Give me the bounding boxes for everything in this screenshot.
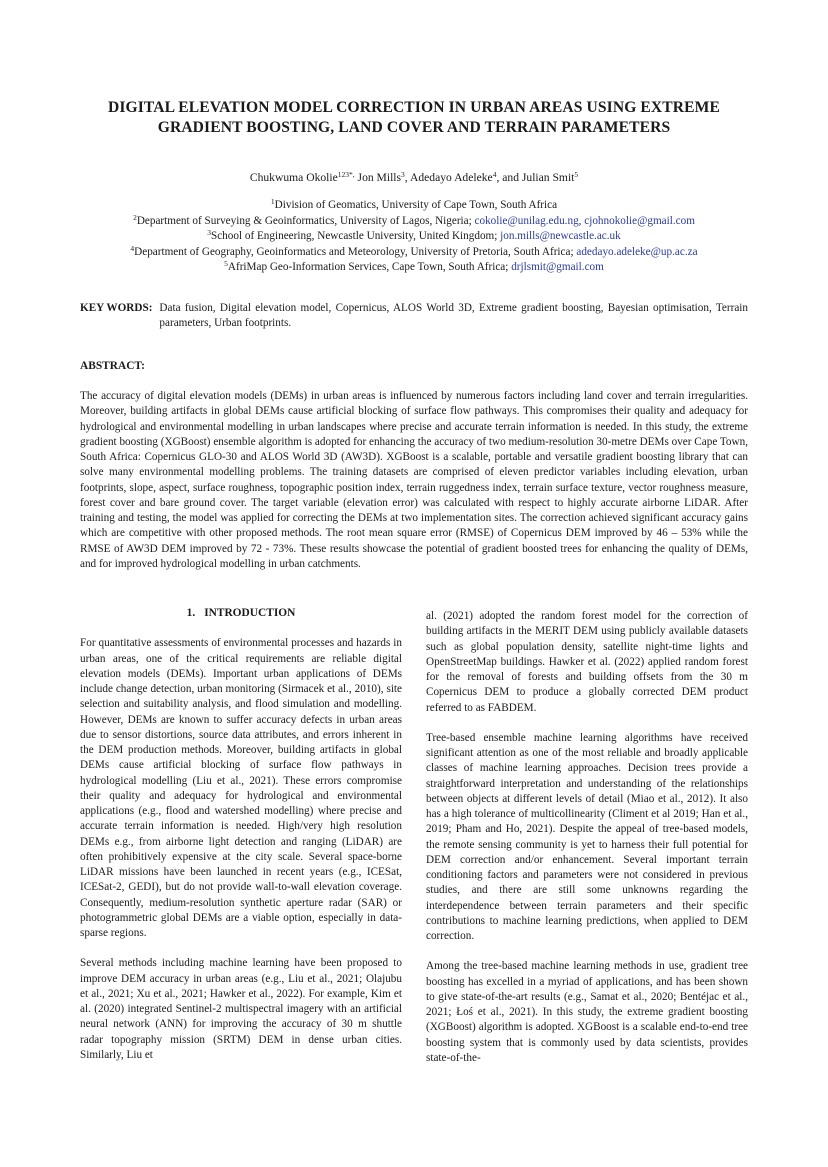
affiliation-text: AfriMap Geo-Information Services, Cape Town, South Africa; — [227, 261, 512, 274]
paragraph: Several methods including machine learning have been proposed to improve DEM accuracy in urban areas (e.g., Liu et al., 2021; Olajubu et al., 2021; Xu et al., 2021; Hawker et al., 2022). For example, Kim et al. (2020) integrated Sentinel-2 multispectral imagery with an artificial neural network (ANN) for improving the accuracy of 30 m shuttle radar topography mission (SRTM) DEM in dense urban cities. Similarly, Liu et — [80, 957, 402, 1061]
author-affil-sup: 123*, — [337, 170, 355, 179]
abstract — [80, 389, 748, 572]
affiliations — [80, 198, 748, 276]
author-affil-sup: 4 — [492, 170, 497, 179]
author-list — [80, 170, 748, 185]
email-link[interactable]: cokolie@unilag.edu.ng, cjohnokolie@gmail.com — [474, 214, 695, 227]
author-affil-sup: 5 — [574, 170, 579, 179]
affiliation-text: School of Engineering, Newcastle University, United Kingdom; — [210, 230, 501, 243]
section-title: INTRODUCTION — [204, 607, 296, 619]
affiliation-text: Department of Geography, Geoinformatics and Meteorology, University of Pretoria, South Africa; — [134, 245, 577, 258]
email-link[interactable]: jon.mills@newcastle.ac.uk — [500, 230, 621, 243]
affiliation-text: Division of Geomatics, University of Cape Town, South Africa — [274, 199, 558, 211]
paper-title — [80, 98, 748, 138]
right-column — [426, 609, 748, 1081]
affiliation-line — [80, 198, 748, 214]
affiliation-line — [80, 229, 748, 245]
affiliation-text: Department of Surveying & Geoinformatics, University of Lagos, Nigeria; — [136, 214, 475, 227]
affiliation-line — [80, 214, 748, 230]
abstract-text: The accuracy of digital elevation models (DEMs) in urban areas is influenced by numerous factors including land cover and terrain irregularities. Moreover, building artifacts in global DEMs cause artificial blocking of surface flow pathways. This compromises their quality and adequacy for hydrological and environmental modelling in urban landscapes where precise and accurate terrain information is needed. In this study, the extreme gradient boosting (XGBoost) ensemble algorithm is adopted for enhancing the accuracy of two medium-resolution 30-metre DEMs over Cape Town, South Africa: Copernicus GLO-30 and ALOS World 3D (AW3D). XGBoost is a scalable, portable and versatile gradient boosting library that can solve many environmental modelling problems. The training datasets are comprised of eleven predictor variables including elevation, urban footprints, slope, aspect, surface roughness, topographic position index, terrain ruggedness index, terrain surface texture, vector roughness measure, forest cover and bare ground cover. The target variable (elevation error) was calculated with respect to highly accurate airborne LiDAR. After training and testing, the model was applied for correcting the DEMs at two implementation sites. The correction achieved significant accuracy gains which are competitive with other proposed methods. The root mean square error (RMSE) of Copernicus DEM improved by 46 – 53% while the RMSE of AW3D DEM improved by 72 - 73%. These results showcase the potential of gradient boosted trees for enhancing the quality of DEMs, and for improved hydrological modelling in urban catchments. — [80, 390, 748, 570]
email-link[interactable]: adedayo.adeleke@up.ac.za — [576, 245, 698, 258]
author-name: , and Julian Smit — [496, 171, 575, 184]
title-line: DIGITAL ELEVATION MODEL CORRECTION IN URBAN AREAS USING EXTREME — [108, 99, 720, 116]
author-name: Chukwuma Okolie — [249, 171, 338, 184]
keywords — [80, 301, 748, 332]
affiliation-sup: 1 — [270, 197, 275, 206]
author-affil-sup: 3 — [401, 170, 405, 179]
affiliation-line — [80, 260, 748, 276]
affiliation-sup: 2 — [133, 212, 137, 222]
email-link[interactable]: drjlsmit@gmail.com — [511, 261, 604, 274]
section-heading — [80, 606, 402, 621]
paragraph: Tree-based ensemble machine learning algorithms have received significant attention as one of the most reliable and broadly applicable classes of machine learning approaches. Decision trees provide a straightforward interpretation and understanding of the relationships between objects at different levels of detail (Miao et al., 2012). It also has a high tolerance of multicollinearity (Climent et al 2019; Han et al., 2019; Pham and Ho, 2021). Despite the appeal of tree-based models, the remote sensing community is yet to harness their full potential for DEM correction and/or enhancement. Several important terrain conditioning factors and parameters were not considered in previous studies, and there are still some unknowns regarding the interdependence between terrain parameters and their specific contributions to machine learning predictions, when applied to DEM correction. — [426, 731, 748, 942]
keywords-text: Data fusion, Digital elevation model, Copernicus, ALOS World 3D, Extreme gradient boosting, Bayesian optimisation, Terrain parameters, Urban footprints. — [159, 302, 748, 330]
paragraph: al. (2021) adopted the random forest model for the correction of building artifacts in the MERIT DEM using publicly available datasets such as global population density, satellite night-time lights and OpenStreetMap buildings. Hawker et al. (2022) applied random forest for the removal of forests and building offsets from the 30 m Copernicus DEM to produce a globally corrected DEM product referred to as FABDEM. — [426, 610, 748, 714]
affiliation-sup: 5 — [224, 259, 228, 269]
paragraph: For quantitative assessments of environmental processes and hazards in urban areas, one of the critical requirements are reliable digital elevation models (DEMs). Important urban applications of DEMs include change detection, urban monitoring (Sirmacek et al., 2010), site selection and suitability analysis, and flood simulation and modelling. However, DEMs are known to suffer accuracy defects in urban areas due to sensor distortions, source data attributes, and errors inherent in the DEM production methods. Moreover, building artifacts in global DEMs cause artificial blocking of surface flow pathways in hydrological modelling (Liu et al., 2021). These errors compromise their quality and adequacy for hydrological and environmental applications (e.g., flood and watershed modelling) where precise and accurate terrain information is needed. High/very high resolution DEMs e.g., from airborne light detection and ranging (LiDAR) are often prohibitively expensive at the city scale. Several space-borne LiDAR missions have been launched in recent years (e.g., ICESat, ICESat-2, GEDI), but do not provide wall-to-wall elevation coverage. Consequently, medium-resolution synthetic aperture radar (SAR) or photogrammetric global DEMs are a viable option, especially in data-sparse regions. — [80, 637, 402, 939]
author-name: , Adedayo Adeleke — [404, 171, 493, 184]
affiliation-sup: 3 — [207, 228, 211, 238]
keywords-label: KEY WORDS: — [80, 302, 153, 314]
affiliation-sup: 4 — [130, 243, 135, 253]
section-number: 1. — [186, 607, 196, 619]
paragraph: Among the tree-based machine learning methods in use, gradient tree boosting has excelled in a myriad of applications, and has been shown to give state-of-the-art results (e.g., Samat et al., 2020; Bentéjac et al., 2021; Łoś et al., 2021). In this study, the extreme gradient boosting (XGBoost) algorithm is adopted. XGBoost is a scalable end-to-end tree boosting system that is commonly used by data scientists, provides state-of-the- — [426, 960, 748, 1064]
abstract-heading: ABSTRACT: — [80, 360, 145, 372]
author-name: Jon Mills — [354, 171, 402, 184]
affiliation-line — [80, 245, 748, 261]
title-line: GRADIENT BOOSTING, LAND COVER AND TERRAIN PARAMETERS — [157, 119, 671, 136]
left-column — [80, 606, 402, 1078]
